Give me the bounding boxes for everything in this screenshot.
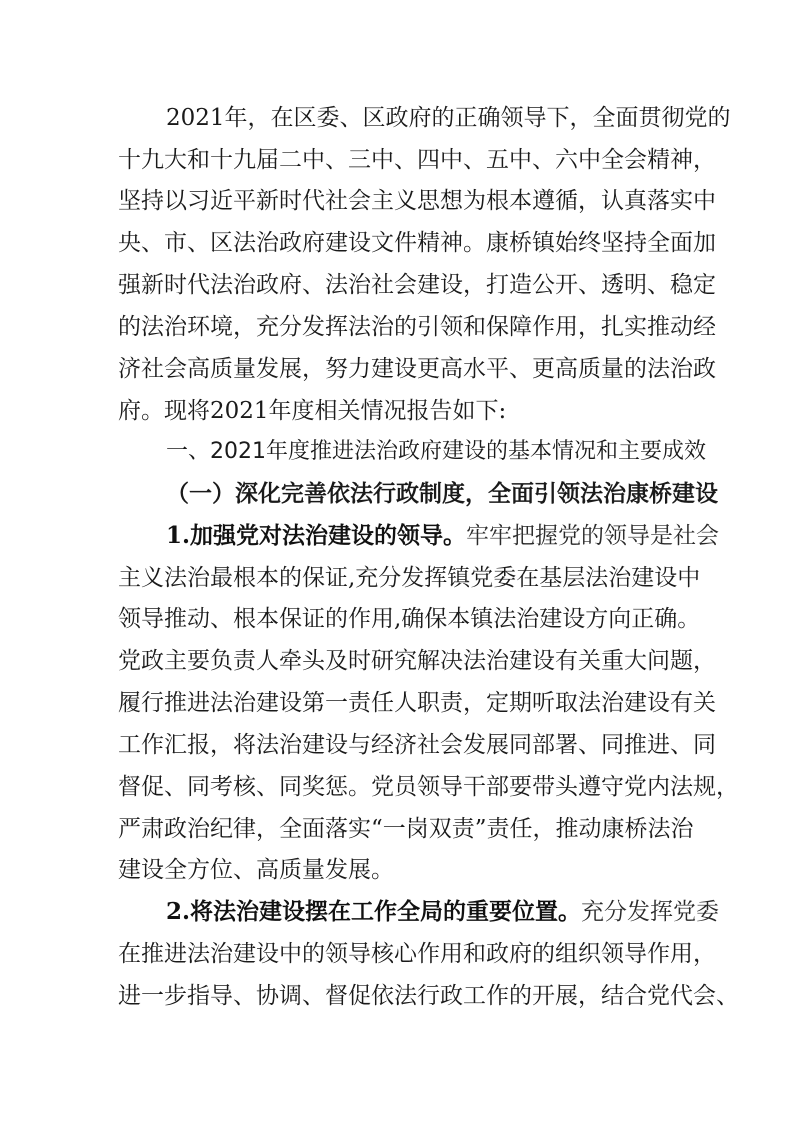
item1-first-rest: 牢牢把握党的领导是社会	[466, 523, 720, 549]
item1-line-8: 严肃政治纪律，全面落实“一岗双责”责任，推动康桥法治	[118, 816, 694, 842]
subsection-heading: （一）深化完善依法行政制度，全面引领法治康桥建设	[166, 480, 718, 507]
item1-line-9: 建设全方位、高质量发展。	[118, 857, 394, 883]
item1-title: 1.加强党对法治建设的领导。	[166, 522, 467, 549]
item1-line-4: 党政主要负责人牵头及时研究解决法治建设有关重大问题，	[118, 648, 716, 674]
item2-title: 2.将法治建设摆在工作全局的重要位置。	[166, 898, 582, 925]
item1-first-line	[166, 521, 720, 551]
item1-line-5: 履行推进法治建设第一责任人职责，定期听取法治建设有关	[118, 690, 716, 716]
item1-line-2: 主义法治最根本的保证,充分发挥镇党委在基层法治建设中	[118, 565, 701, 591]
item1-line-7: 督促、同考核、同奖惩。党员领导干部要带头遵守党内法规，	[118, 774, 739, 800]
intro-line-6: 的法治环境，充分发挥法治的引领和保障作用，扎实推动经	[118, 314, 716, 340]
section-heading: 一、2021年度推进法治政府建设的基本情况和主要成效	[166, 439, 706, 464]
intro-line-4: 央、市、区法治政府建设文件精神。康桥镇始终坚持全面加	[118, 230, 716, 256]
item1-line-3: 领导推动、根本保证的作用,确保本镇法治建设方向正确。	[118, 606, 701, 632]
item2-line-3: 进一步指导、协调、督促依法行政工作的开展，结合党代会、	[118, 983, 739, 1009]
intro-line-8: 府。现将2021年度相关情况报告如下:	[118, 398, 507, 424]
intro-line-2: 十九大和十九届二中、三中、四中、五中、六中全会精神，	[118, 147, 716, 173]
intro-line-5: 强新时代法治政府、法治社会建设，打造公开、透明、稳定	[118, 272, 716, 298]
item1-line-6: 工作汇报，将法治建设与经济社会发展同部署、同推进、同	[118, 732, 716, 758]
intro-line-3: 坚持以习近平新时代社会主义思想为根本遵循，认真落实中	[118, 188, 716, 214]
intro-line-1: 2021年，在区委、区政府的正确领导下，全面贯彻党的	[166, 105, 731, 131]
intro-line-7: 济社会高质量发展，努力建设更高水平、更高质量的法治政	[118, 356, 716, 382]
item2-line-2: 在推进法治建设中的领导核心作用和政府的组织领导作用，	[118, 941, 716, 967]
item2-first-line	[166, 897, 720, 927]
item2-first-rest: 充分发挥党委	[581, 899, 720, 925]
